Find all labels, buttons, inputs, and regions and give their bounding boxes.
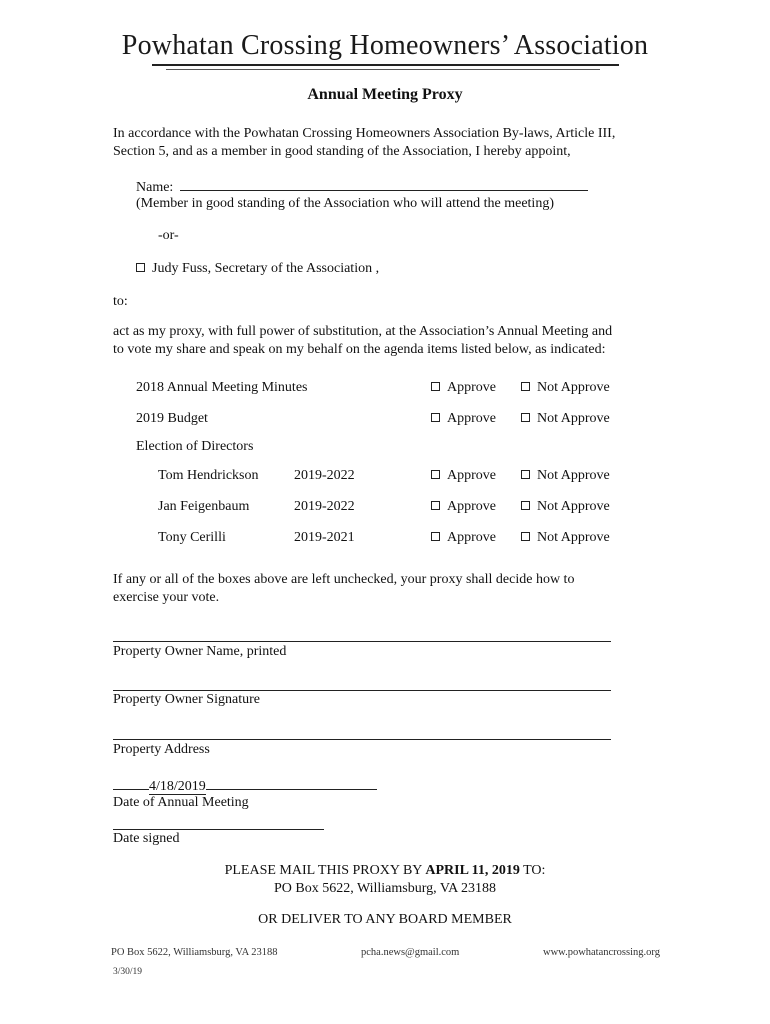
not-approve-option: [521, 467, 610, 485]
date-blank-left: [113, 776, 149, 790]
not-approve-option: [521, 529, 610, 547]
not-approve-label: Not Approve: [537, 468, 610, 483]
unchecked-note-line-2: exercise your vote.: [113, 590, 220, 605]
name-hint: (Member in good standing of the Association who will attend the meeting): [136, 196, 554, 211]
title-underline: [152, 64, 619, 66]
revision-date: 3/30/19: [113, 967, 143, 977]
unchecked-note-line-1: If any or all of the boxes above are left unchecked, your proxy shall decide how to: [113, 572, 575, 587]
agenda-item-label: 2019 Budget: [136, 411, 208, 426]
not-approve-checkbox[interactable]: [521, 413, 530, 422]
intro-line-1: In accordance with the Powhatan Crossing Homeowners Association By-laws, Article III,: [113, 126, 616, 141]
name-row: [136, 177, 588, 197]
not-approve-label: Not Approve: [537, 380, 610, 395]
form-title: Annual Meeting Proxy: [307, 86, 463, 103]
secretary-checkbox[interactable]: [136, 263, 145, 272]
secretary-option: [136, 260, 379, 278]
owner-signature-label: Property Owner Signature: [113, 692, 260, 707]
approve-option: [431, 379, 496, 397]
approve-label: Approve: [447, 411, 496, 426]
owner-name-field[interactable]: [113, 641, 611, 642]
mail-prefix: PLEASE MAIL THIS PROXY BY: [224, 863, 426, 878]
director-name: Jan Feigenbaum: [158, 499, 250, 514]
mail-deadline: APRIL 11, 2019: [425, 863, 520, 878]
director-term: 2019-2022: [294, 468, 355, 483]
property-address-label: Property Address: [113, 742, 210, 757]
footer-address: PO Box 5622, Williamsburg, VA 23188: [111, 947, 278, 958]
mail-suffix: TO:: [519, 863, 546, 878]
not-approve-option: [521, 379, 610, 397]
date-blank-right: [206, 776, 377, 790]
property-address-field[interactable]: [113, 739, 611, 740]
approve-option: [431, 467, 496, 485]
approve-label: Approve: [447, 530, 496, 545]
owner-name-label: Property Owner Name, printed: [113, 644, 287, 659]
approve-label: Approve: [447, 468, 496, 483]
footer-email[interactable]: pcha.news@gmail.com: [361, 947, 460, 958]
election-heading: Election of Directors: [136, 439, 254, 454]
proxy-text-line-1: act as my proxy, with full power of substitution, at the Association’s Annual Meeting and: [113, 324, 613, 339]
meeting-date-row: [113, 776, 377, 796]
approve-label: Approve: [447, 499, 496, 514]
to-label: to:: [113, 294, 128, 309]
director-name: Tony Cerilli: [158, 530, 226, 545]
not-approve-checkbox[interactable]: [521, 382, 530, 391]
approve-label: Approve: [447, 380, 496, 395]
approve-checkbox[interactable]: [431, 382, 440, 391]
approve-option: [431, 410, 496, 428]
not-approve-option: [521, 498, 610, 516]
approve-checkbox[interactable]: [431, 470, 440, 479]
approve-checkbox[interactable]: [431, 532, 440, 541]
not-approve-label: Not Approve: [537, 411, 610, 426]
meeting-date-label: Date of Annual Meeting: [113, 795, 249, 810]
name-label: Name:: [136, 180, 174, 195]
proxy-text-line-2: to vote my share and speak on my behalf on the agenda items listed below, as indicated:: [113, 342, 606, 357]
footer-website[interactable]: www.powhatancrossing.org: [543, 947, 660, 958]
name-field[interactable]: [180, 177, 588, 191]
not-approve-label: Not Approve: [537, 499, 610, 514]
association-title: Powhatan Crossing Homeowners’ Association: [121, 30, 649, 61]
not-approve-checkbox[interactable]: [521, 532, 530, 541]
approve-option: [431, 498, 496, 516]
director-term: 2019-2021: [294, 530, 355, 545]
director-term: 2019-2022: [294, 499, 355, 514]
not-approve-checkbox[interactable]: [521, 501, 530, 510]
approve-checkbox[interactable]: [431, 501, 440, 510]
approve-checkbox[interactable]: [431, 413, 440, 422]
mail-instruction: [0, 862, 770, 880]
director-name: Tom Hendrickson: [158, 468, 259, 483]
not-approve-label: Not Approve: [537, 530, 610, 545]
not-approve-option: [521, 410, 610, 428]
approve-option: [431, 529, 496, 547]
title-underline-thin: [166, 69, 600, 70]
secretary-label: Judy Fuss, Secretary of the Association ,: [152, 261, 380, 276]
intro-line-2: Section 5, and as a member in good standing of the Association, I hereby appoint,: [113, 144, 571, 159]
not-approve-checkbox[interactable]: [521, 470, 530, 479]
or-separator: -or-: [158, 228, 179, 243]
deliver-instruction: OR DELIVER TO ANY BOARD MEMBER: [258, 912, 512, 927]
meeting-date-value: 4/18/2019: [149, 779, 206, 794]
date-signed-label: Date signed: [113, 831, 180, 846]
agenda-item-label: 2018 Annual Meeting Minutes: [136, 380, 308, 395]
mail-address: PO Box 5622, Williamsburg, VA 23188: [273, 881, 497, 896]
